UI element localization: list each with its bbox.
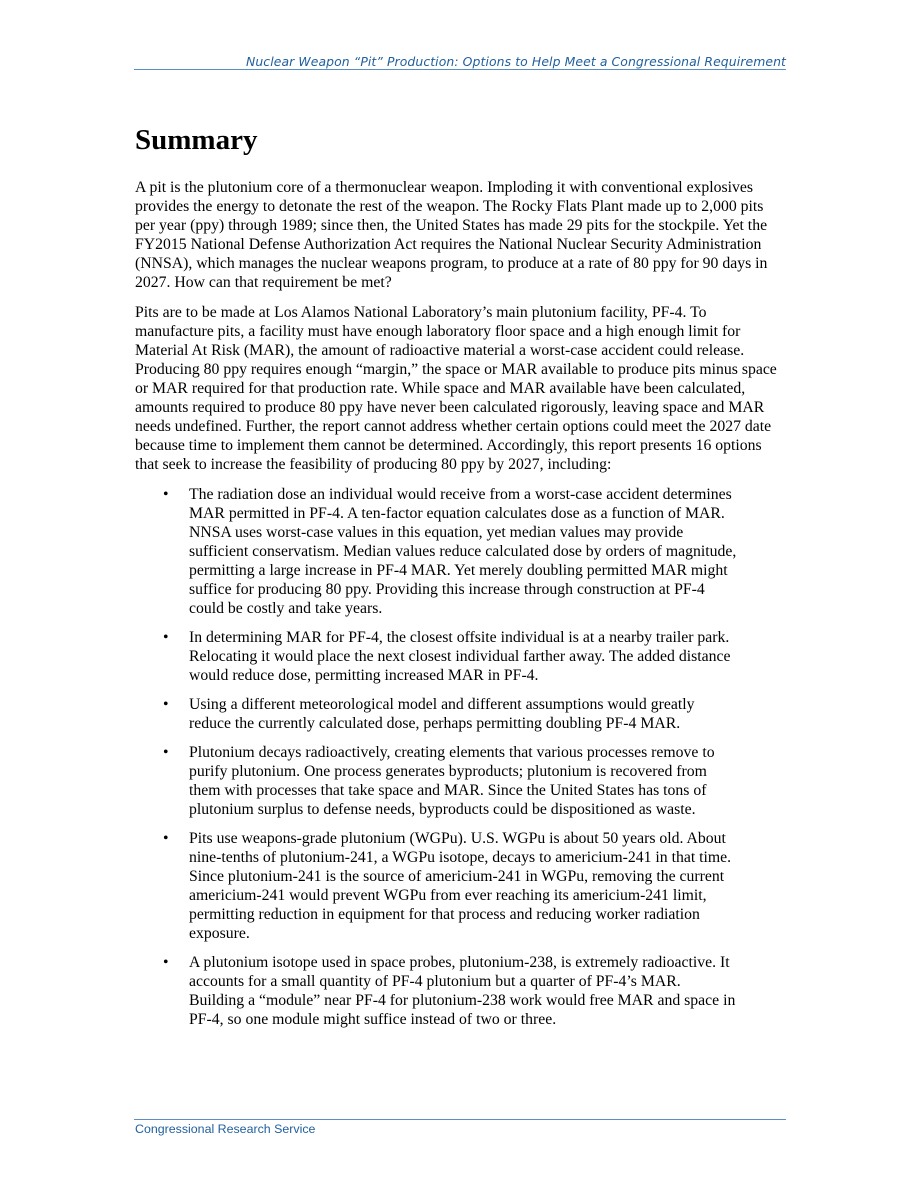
summary-body [135,178,787,1039]
paragraph-intro: A pit is the plutonium core of a thermonuclear weapon. Imploding it with conventional explosives provides the energy to detonate the rest of the weapon. The Rocky Flats Plant made up to 2,000 pits per year (ppy) through 1989; since then, the United States has made 29 pits for the stockpile. Yet the FY2015 National Defense Authorization Act requires the National Nuclear Security Administration (NNSA), which manages the nuclear weapons program, to produce at a rate of 80 ppy for 90 days in 2027. How can that requirement be met? [135,179,768,291]
running-footer: Congressional Research Service [135,1122,316,1136]
list-item [135,953,737,1029]
list-item [135,743,737,819]
list-item-text: Pits use weapons-grade plutonium (WGPu). U.S. WGPu is about 50 years old. About nine-tenths of plutonium-241, a WGPu isotope, decays to americium-241 in that time. Since plutonium-241 is the source of americium-241 in WGPu, removing the current americium-241 would prevent WGPu from ever reaching its americium-241 limit, permitting reduction in equipment for that process and reducing worker radiation exposure. [189,830,732,942]
bullet-icon: • [163,830,169,847]
bullet-icon: • [163,629,169,646]
list-item-text: The radiation dose an individual would receive from a worst-case accident determines MAR permitted in PF-4. A ten-factor equation calculates dose as a function of MAR. NNSA uses worst-case values in this equation, yet median values may provide sufficient conservatism. Median values reduce calculated dose by orders of magnitude, permitting a large increase in PF-4 MAR. Yet merely doubling permitted MAR might suffice for producing 80 ppy. Providing this increase through construction at PF-4 could be costly and take years. [189,486,737,617]
running-header: Nuclear Weapon “Pit” Production: Options to Help Meet a Congressional Requirement [245,54,786,69]
list-item [135,695,737,733]
section-title: Summary [135,124,258,156]
header-divider [134,69,786,70]
footer-divider [134,1119,786,1120]
list-item-text: Using a different meteorological model and different assumptions would greatly reduce the currently calculated dose, perhaps permitting doubling PF-4 MAR. [189,696,695,732]
bullet-icon: • [163,486,169,503]
bullet-icon: • [163,954,169,971]
list-item [135,628,737,685]
list-item-text: Plutonium decays radioactively, creating elements that various processes remove to purify plutonium. One process generates byproducts; plutonium is recovered from them with processes that take space and MAR. Since the United States has tons of plutonium surplus to defense needs, byproducts could be dispositioned as waste. [189,744,715,818]
options-list [135,485,787,1029]
bullet-icon: • [163,744,169,761]
list-item [135,485,737,618]
paragraph-pf4: Pits are to be made at Los Alamos National Laboratory’s main plutonium facility, PF-4. To manufacture pits, a facility must have enough laboratory floor space and a high enough limit for Material At Risk (MAR), the amount of radioactive material a worst-case accident could release. Producing 80 ppy requires enough “margin,” the space or MAR available to produce pits minus space or MAR required for that production rate. While space and MAR available have been calculated, amounts required to produce 80 ppy have never been calculated rigorously, leaving space and MAR needs undefined. Further, the report cannot address whether certain options could meet the 2027 date because time to implement them cannot be determined. Accordingly, this report presents 16 options that seek to increase the feasibility of producing 80 ppy by 2027, including: [135,304,777,473]
bullet-icon: • [163,696,169,713]
list-item-text: In determining MAR for PF-4, the closest offsite individual is at a nearby trailer park. Relocating it would place the next closest individual farther away. The added distance would reduce dose, permitting increased MAR in PF-4. [189,629,731,684]
list-item [135,829,737,943]
list-item-text: A plutonium isotope used in space probes, plutonium-238, is extremely radioactive. It accounts for a small quantity of PF-4 plutonium but a quarter of PF-4’s MAR. Building a “module” near PF-4 for plutonium-238 work would free MAR and space in PF-4, so one module might suffice instead of two or three. [189,954,736,1028]
